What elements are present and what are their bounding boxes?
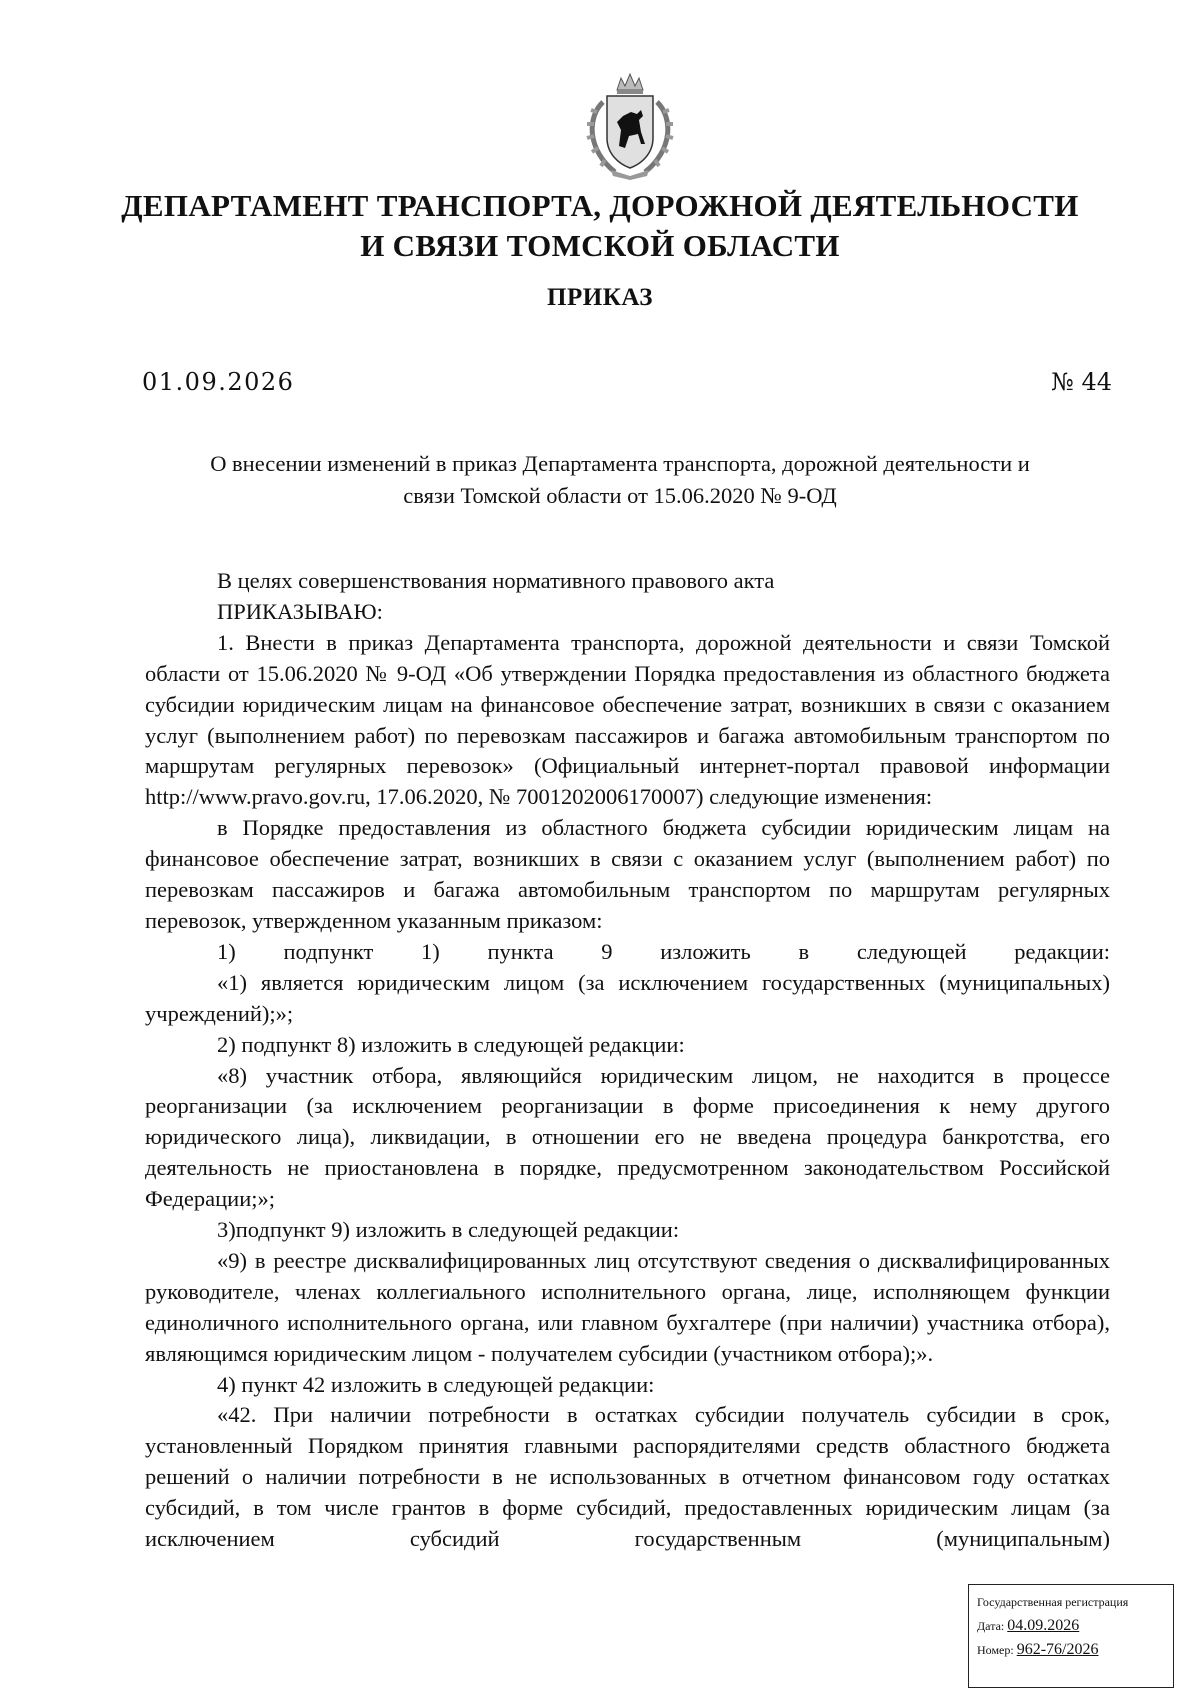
- document-number: № 44: [1051, 368, 1112, 396]
- stamp-number-row: [977, 1638, 1167, 1662]
- document-body: [145, 566, 1110, 1555]
- body-paragraph: «1) является юридическим лицом (за исключением государственных (муниципальных) учреждений);»;: [145, 969, 1110, 1026]
- body-paragraph: «8) участник отбора, являющийся юридическим лицом, не находится в процессе реорганизации (за исключением реорганизации в форме присоединения к нему другого юридического лица), ликвидации, в отношении его не введена процедура банкротства, его деятельность не приостановлена в порядке, предусмотренном законодательством Российской Федерации;»;: [145, 1062, 1110, 1212]
- coat-of-arms-icon: [567, 72, 693, 182]
- body-paragraph: 1) подпункт 1) пункта 9 изложить в следующей редакции:: [217, 938, 1110, 964]
- body-paragraph: В целях совершенствования нормативного правового акта: [217, 568, 775, 593]
- document-subject: [130, 448, 1110, 512]
- order-keyword: ПРИКАЗЫВАЮ:: [217, 598, 383, 624]
- body-paragraph: 1. Внести в приказ Департамента транспорта, дорожной деятельности и связи Томской области от 15.06.2020 № 9-ОД «Об утверждении Порядка предоставления из областного бюджета субсидии юридическим лицам на финансовое обеспечение затрат, возникших в связи с оказанием услуг (выполнением работ) по перевозкам пассажиров и багажа автомобильным транспортом по маршрутам регулярных перевозок» (Официальный интернет-портал правовой информации http://www.pravo.gov.ru, 17.06.2020, № 7001202006170007) следующие изменения:: [145, 629, 1110, 810]
- document-date: 01.09.2026: [142, 368, 295, 396]
- document-type: ПРИКАЗ: [547, 284, 653, 311]
- subject-line2: связи Томской области от 15.06.2020 № 9-ОД: [403, 483, 837, 508]
- department-title-line2: И СВЯЗИ ТОМСКОЙ ОБЛАСТИ: [360, 228, 840, 263]
- stamp-date-value: 04.09.2026: [1007, 1617, 1080, 1634]
- body-paragraph: 3)подпункт 9) изложить в следующей редакции:: [217, 1217, 680, 1243]
- stamp-date-label: Дата:: [977, 1619, 1005, 1633]
- stamp-title: Государственная регистрация: [977, 1595, 1129, 1609]
- stamp-number-label: Номер:: [977, 1643, 1014, 1657]
- subject-line1: О внесении изменений в приказ Департамента транспорта, дорожной деятельности и: [210, 451, 1030, 476]
- body-paragraph: 2) подпункт 8) изложить в следующей редакции:: [217, 1031, 685, 1057]
- body-paragraph: «9) в реестре дисквалифицированных лиц отсутствуют сведения о дисквалифицированных руководителе, членах коллегиального исполнительного органа, лице, исполняющем функции единоличного исполнительного органа, или главном бухгалтере (при наличии) участника отбора), являющимся юридическим лицом - получателем субсидии (участником отбора);».: [145, 1247, 1110, 1366]
- body-paragraph: «42. При наличии потребности в остатках субсидии получатель субсидии в срок, установленный Порядком принятия главными распорядителями средств областного бюджета решений о наличии потребности в не использованных в отчетном финансовом году остатках субсидий, в том числе грантов в форме субсидий, предоставленных юридическим лицам (за исключением субсидий государственным (муниципальным): [145, 1402, 1110, 1552]
- body-paragraph: в Порядке предоставления из областного бюджета субсидии юридическим лицам на финансовое обеспечение затрат, возникших в связи с оказанием услуг (выполнением работ) по перевозкам пассажиров и багажа автомобильным транспортом по маршрутам регулярных перевозок, утвержденном указанным приказом:: [145, 815, 1110, 933]
- registration-stamp: [968, 1584, 1174, 1688]
- body-paragraph: 4) пункт 42 изложить в следующей редакции:: [217, 1371, 655, 1397]
- stamp-date-row: [977, 1614, 1167, 1638]
- department-title-line1: ДЕПАРТАМЕНТ ТРАНСПОРТА, ДОРОЖНОЙ ДЕЯТЕЛЬНОСТИ: [121, 188, 1079, 223]
- stamp-number-value: 962-76/2026: [1016, 1641, 1099, 1658]
